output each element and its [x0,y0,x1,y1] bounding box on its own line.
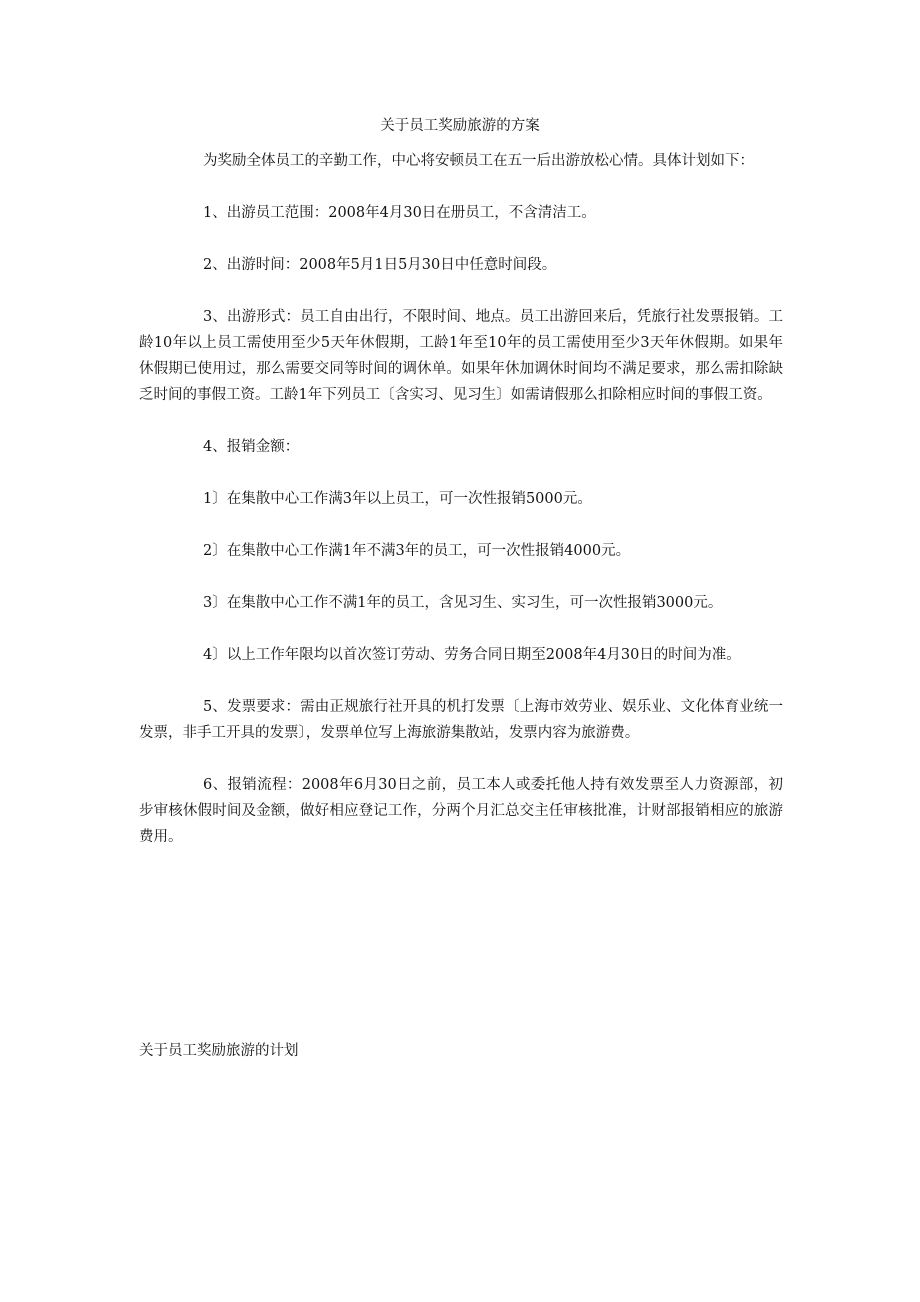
amount-item-4: 4〕以上工作年限均以首次签订劳动、劳务合同日期至2008年4月30日的时间为准。 [203,647,741,663]
document-title: 关于员工奖励旅游的方案 [380,118,540,134]
time-paragraph: 2、出游时间：2008年5月1日5月30日中任意时间段。 [203,257,557,273]
amount-item-2: 2〕在集散中心工作满1年不满3年的员工，可一次性报销4000元。 [203,543,631,559]
intro-paragraph: 为奖励全体员工的辛勤工作，中心将安顿员工在五一后出游放松心情。具体计划如下： [203,153,754,169]
amount-item-1: 1〕在集散中心工作满3年以上员工，可一次性报销5000元。 [203,491,592,507]
invoice-paragraph: 5、发票要求：需由正规旅行社开具的机打发票〔上海市效劳业、娱乐业、文化体育业统一发票，非手工开具的发票〕，发票单位写上海旅游集散站，发票内容为旅游费。 [139,699,783,741]
amount-heading: 4、报销金额： [203,439,300,455]
amount-item-3: 3〕在集散中心工作不满1年的员工，含见习生、实习生，可一次性报销3000元。 [203,595,723,611]
footer-title: 关于员工奖励旅游的计划 [139,1043,299,1059]
process-paragraph: 6、报销流程：2008年6月30日之前，员工本人或委托他人持有效发票至人力资源部，初步审核休假时间及金额，做好相应登记工作，分两个月汇总交主任审核批准，计财部报销相应的旅游费用。 [139,777,783,845]
document-body [139,148,783,876]
scope-paragraph: 1、出游员工范围：2008年4月30日在册员工，不含清洁工。 [203,205,596,221]
form-paragraph: 3、出游形式：员工自由出行，不限时间、地点。员工出游回来后，凭旅行社发票报销。工龄10年以上员工需使用至少5天年休假期，工龄1年至10年的员工需使用至少3天年休假期。如果年休假期已使用过，那么需要交同等时间的调休单。如果年休加调休时间均不满足要求，那么需扣除缺乏时间的事假工资。工龄1年下列员工〔含实习、见习生〕如需请假那么扣除相应时间的事假工资。 [139,309,783,403]
